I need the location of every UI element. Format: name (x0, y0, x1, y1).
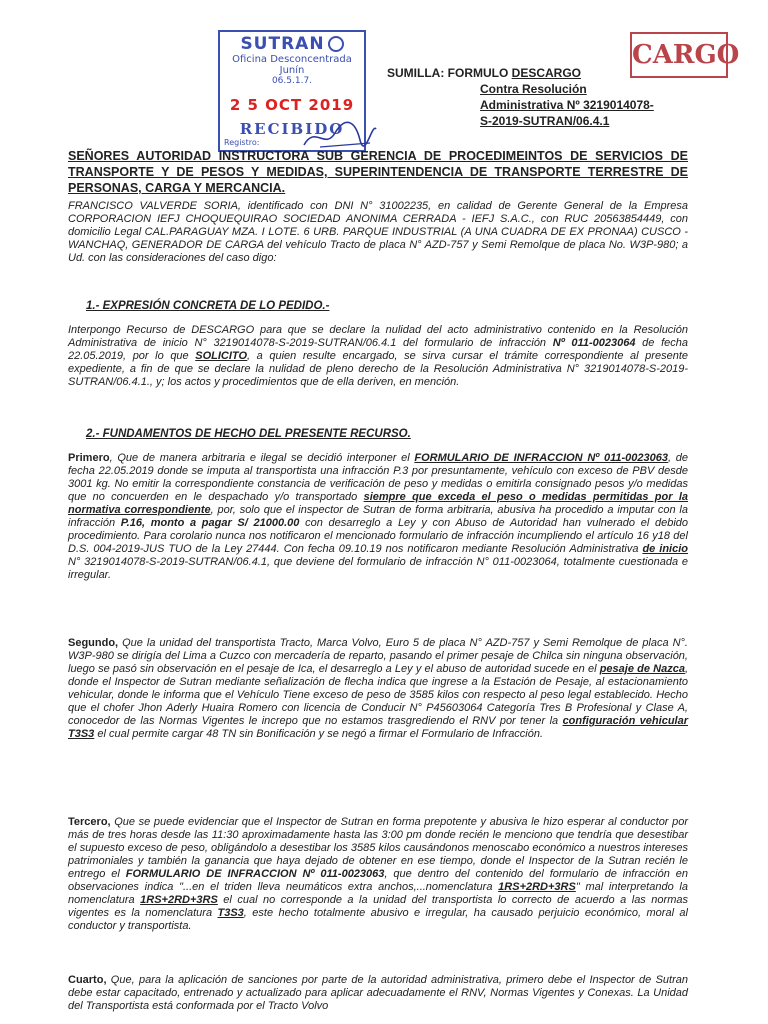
stamp-office: Oficina Desconcentrada (232, 54, 352, 65)
stamp-brand: SUTRAN (240, 34, 325, 54)
stamp-received: RECIBIDO (239, 120, 345, 138)
paragraph-primero: Primero, Que de manera arbitraria e ilegal se decidió interponer el FORMULARIO DE INFRACCION Nº 011-0023063, de fecha 22.05.2019 donde se imputa al transportista una infracción P.3 por presuntamente, vehículo con exceso de PBV desde 3001 kg. No emitir la correspondiente constancia de verificación de peso y medidas o emitirla consignado pesos y/o medidas que no concuerden en le despachado y/o transportado siempre que exceda el peso o medidas permitidas por la normativa correspondiente, por, solo que el inspector de Sutran de forma arbitraria, abusiva ha procedido a imputar con la infracción P.16, monto a pagar S/ 21000.00 con desarreglo a Ley y con Abuso de Autoridad han vulnerado el debido procedimiento. Para corolario nunca nos notificaron el mencionado formulario de infracción incumpliendo el artículo 16 y18 del D.S. 004-2019-JUS TUO de la Ley 27444. Con fecha 09.10.19 nos notificaron mediante Resolución Administrativa de inicio N° 3219014078-S-2019-SUTRAN/06.4.1, que deviene del formulario de infracción N° 011-0023064, totalmente cuestionada e irregular. (68, 452, 688, 581)
paragraph-segundo: Segundo, Que la unidad del transportista Tracto, Marca Volvo, Euro 5 de placa N° AZD-757 y Semi Remolque de placa N°. W3P-980 se dirigía del Lima a Cuzco con mercadería de reparto, pasando el primer pesaje de Chilca sin ninguna observación, luego se pasó sin observación en el pesaje de Ica, el desarreglo a Ley y el abuso de autoridad sucede en el pesaje de Nazca, donde el Inspector de Sutran mediante señalización de flecha indica que ingrese a la Estación de Pesaje, al estacionamiento vehicular, donde le informa que el Vehículo Tiene exceso de peso de 3585 kilos con respecto al peso legal establecido. Hecho que el chofer Jhon Aderly Huaira Romero con licencia de Conducir N° P45603064 Categoría Tres B Profesional y Clase A, conocedor de las Normas Vigentes le increpo que no estamos trasgrediendo el RNV por tener la configuración vehicular T3S3 el cual permite cargar 48 TN sin Bonificación y se negó a firmar el Formulario de Infracción. (68, 637, 689, 740)
stamp-city: Junín (279, 65, 305, 76)
sumilla-reference: Contra Resolución Administrativa Nº 3219014078- S-2019-SUTRAN/06.4.1 (480, 82, 654, 128)
stamp-code: 06.5.1.7. (271, 76, 313, 86)
paragraph-tercero: Tercero, Que se puede evidenciar que el Inspector de Sutran en forma prepotente y abusiva le hizo esperar al conductor por más de tres horas desde las 11:30 aproximadamente hasta las 3:00 pm donde recién le menciono que tendría que desestibar el supuesto exceso de peso, obligándolo a desestibar los 3585 kilos causándonos menoscabo económico a nuestros intereses patrimoniales y también la ganancia que haya dejado de obtener en ese tiempo, donde el Inspector de la Sutran recién le entrego el FORMULARIO DE INFRACCION Nº 011-0023063, que dentro del contenido del formulario de infracción en observaciones indica "...en el triden lleva neumáticos extra anchos,...nomenclatura 1RS+2RD+3RS" mal interpretando la nomenclatura 1RS+2RD+3RS el cual no corresponde a la unidad del transportista lo correcto de acuerdo a las normas vigentes es la nomenclatura T3S3, este hecho totalmente abusivo e irregular, ha causado perjuicio económico, moral al conductor y transportista. (68, 816, 689, 932)
addressee-heading: SEÑORES AUTORIDAD INSTRUCTORA SUB GERENCIA DE PROCEDIMEINTOS DE SERVICIOS DE TRANSPORTE Y DE PESOS Y MEDIDAS, SUPERINTENDENCIA DE TRANSPORTE TERRESTRE DE PERSONAS, CARGA Y MERCANCIA. (68, 149, 688, 195)
sutran-logo-icon (328, 36, 344, 52)
sumilla-label: SUMILLA: FORMULO DESCARGO (387, 66, 581, 80)
intro-paragraph: FRANCISCO VALVERDE SORIA, identificado con DNI N° 31002235, en calidad de Gerente General de la Empresa CORPORACION IEFJ CHOQUEQUIRAO SOCIEDAD ANONIMA CERRADA - IEFJ S.A.C., con RUC 20563854449, con domicilio Legal CAL.PARAGUAY MZA. I LOTE. 6 URB. PARQUE INDUSTRIAL (A UNA CUADRA DE EX PRONAA) CUSCO - WANCHAQ, GENERADOR DE CARGA del vehículo Tracto de placa N° AZD-757 y Semi Remolque de placa No. W3P-980; a Ud. con las consideraciones del caso digo: (68, 200, 688, 264)
paragraph-cuarto: Cuarto, Que, para la aplicación de sanciones por parte de la autoridad administrativa, primero debe el Inspector de Sutran debe estar capacitado, entrenado y actualizado para aplicar adecuadamente el RNV, Normas Vigentes y Conexas. La Unidad del Transportista está conformada por el Tracto Volvo (68, 974, 688, 1012)
section1-paragraph: Interpongo Recurso de DESCARGO para que se declare la nulidad del acto administrativo contenido en la Resolución Administrativa de inicio N° 3219014078-S-2019-SUTRAN/06.4.1 del formulario de infracción Nº 011-0023064 de fecha 22.05.2019, por lo que SOLICITO, a quien resulte encargado, se sirva cursar el trámite correspondiente al presente expediente, a fin de que se declare la nulidad de pleno derecho de la Resolución Administrativa N° 3219014078-S-2019-SUTRAN/06.4.1., y; los actos y procedimientos que de ella deriven, en mención. (68, 324, 688, 388)
section2-heading: 2.- FUNDAMENTOS DE HECHO DEL PRESENTE RECURSO. (86, 428, 411, 440)
stamp-registro: Registro: (224, 138, 260, 147)
stamp-date: 2 5 OCT 2019 (229, 96, 355, 114)
section1-heading: 1.- EXPRESIÓN CONCRETA DE LO PEDIDO.- (86, 300, 330, 312)
cargo-stamp: CARGO (630, 32, 728, 78)
